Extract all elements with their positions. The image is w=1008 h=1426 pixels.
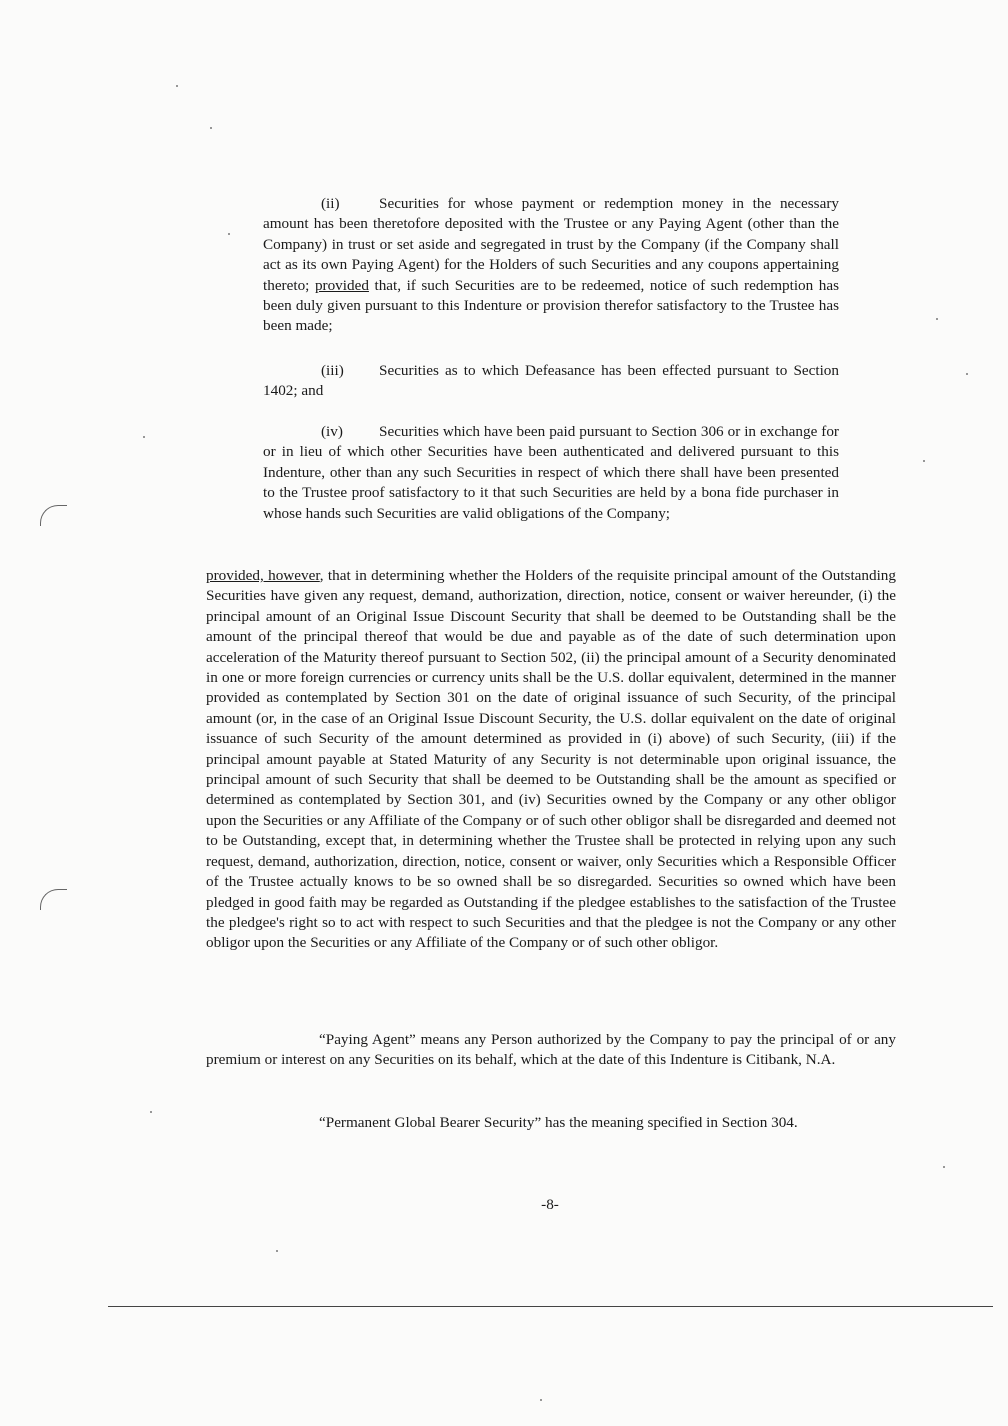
proviso-text: , that in determining whether the Holders of the requisite principal amount of the Outstanding Securities have given any request, demand, authorization, direction, notice, consent or waiver hereunder, (i) the principal amount of an Original Issue Discount Security that shall be deemed to be Outstanding shall be the amount of the principal thereof that would be due and payable as of the date of such determination upon acceleration of the Maturity thereof pursuant to Section 502, (ii) the principal amount of a Security denominated in one or more foreign currencies or currency units shall be the U.S. dollar equivalent, determined in the manner provided as contemplated by Section 301 on the date of original issuance of such Security, of the principal amount (or, in the case of an Original Issue Discount Security, the U.S. dollar equivalent on the date of original issuance of such Security of the amount determined as provided in (i) above) of such Security, (iii) if the principal amount payable at Stated Maturity of any Security is not determinable upon original issuance, the principal amount of such Security that shall be deemed to be Outstanding shall be the amount as specified or determined as contemplated by Section 301, and (iv) Securities owned by the Company or any other obligor upon the Securities or any Affiliate of the Company or of such other obligor shall be disregarded and deemed not to be Outstanding, except that, in determining whether the Trustee shall be protected in relying upon any such request, demand, authorization, direction, notice, consent or waiver, only Securities which a Responsible Officer of the Trustee actually knows to be so owned shall be so disregarded. Securities so owned which have been pledged in good faith may be regarded as Outstanding if the pledgee establishes to the satisfaction of the Trustee the pledgee's right so to act with respect to such Securities and that the pledgee is not the Company or any other obligor upon the Securities or any Affiliate of the Company or of such other obligor.	[206, 567, 896, 952]
item-iv-label: (iv)	[321, 423, 343, 440]
scan-speck	[210, 127, 212, 129]
item-ii-text-before: Securities for whose payment or redemption money in the necessary amount has been theretofore deposited with the Trustee or any Paying Agent (other than the Company) in trust or set aside and segregated in trust by the Company (if the Company shall act as its own Paying Agent) for the Holders of such Securities and any coupons appertaining thereto;	[263, 195, 839, 294]
scan-edge-mark	[40, 505, 67, 526]
item-iv-text: Securities which have been paid pursuant to Section 306 or in exchange for or in lieu of which other Securities have been authenticated and delivered pursuant to this Indenture, other than any such Securities in respect of which there shall have been presented to the Trustee proof satisfactory to it that such Securities are held by a bona fide purchaser in whose hands such Securities are valid obligations of the Company;	[263, 423, 839, 522]
scan-speck	[228, 233, 230, 235]
item-iii-text: Securities as to which Defeasance has been effected pursuant to Section 1402; and	[263, 362, 839, 400]
proviso-provided-however: provided, however	[206, 567, 320, 584]
page-number: -8-	[541, 1196, 559, 1213]
definition-permanent-global-bearer-security: “Permanent Global Bearer Security” has the meaning specified in Section 304.	[319, 1114, 798, 1131]
item-iii-paragraph	[263, 361, 839, 402]
item-ii-text-after: that, if such Securities are to be redeemed, notice of such redemption has been duly given pursuant to this Indenture or provision therefor satisfactory to the Trustee has been made;	[263, 276, 840, 335]
definition-paying-agent: “Paying Agent” means any Person authorized by the Company to pay the principal of or any premium or interest on any Securities on its behalf, which at the date of this Indenture is Citibank, N.A.	[206, 1031, 896, 1069]
scan-speck	[150, 1111, 152, 1113]
item-ii-provided: provided	[314, 276, 369, 294]
bottom-rule	[108, 1306, 993, 1307]
item-ii-paragraph	[263, 194, 839, 337]
item-iii-label: (iii)	[321, 362, 344, 379]
scan-speck	[540, 1399, 542, 1401]
scan-speck	[966, 373, 968, 375]
scan-speck	[143, 436, 145, 438]
scan-speck	[936, 318, 938, 320]
scan-speck	[923, 460, 925, 462]
item-iv-paragraph	[263, 422, 839, 524]
scan-speck	[943, 1166, 945, 1168]
scan-speck	[176, 85, 178, 87]
scan-edge-mark	[40, 889, 67, 910]
item-ii-label: (ii)	[321, 195, 340, 212]
scan-speck	[276, 1250, 278, 1252]
proviso-paragraph	[206, 566, 896, 954]
